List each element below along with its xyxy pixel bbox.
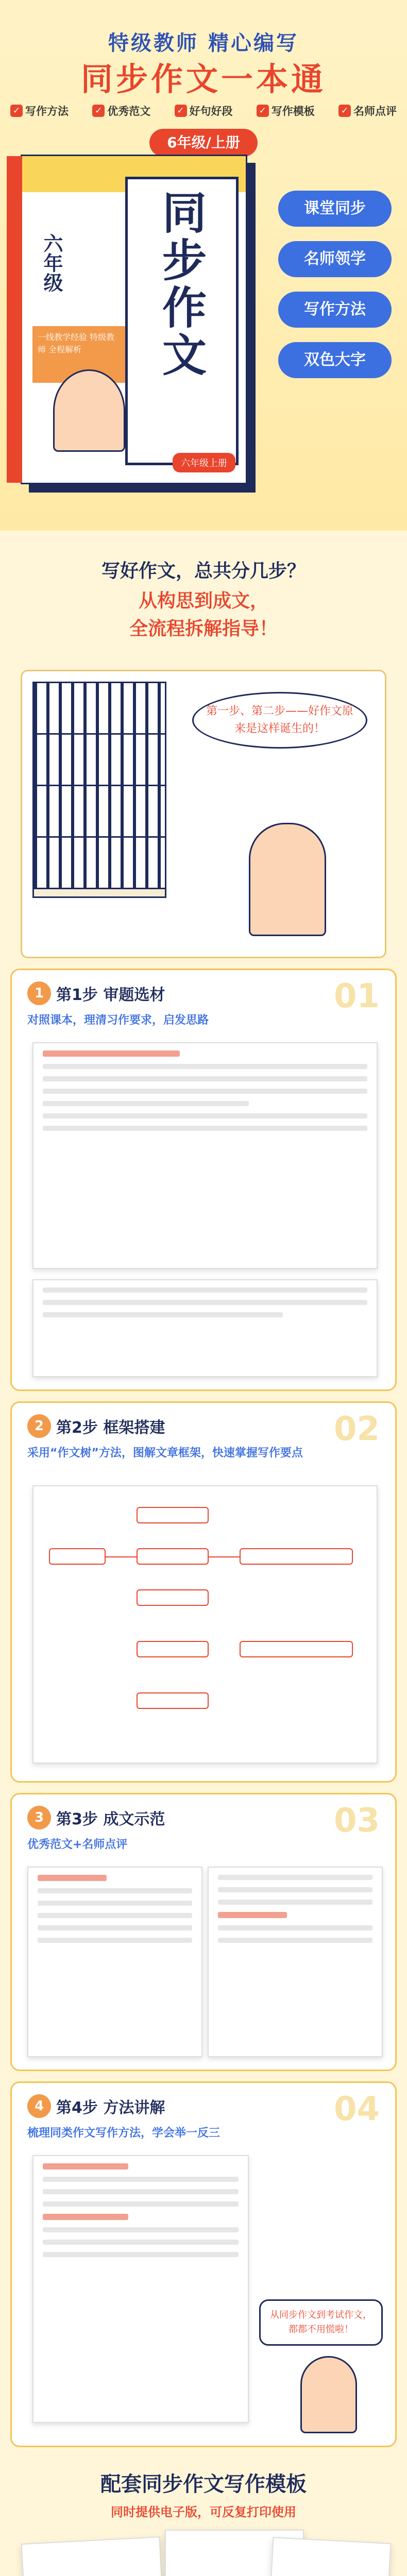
step-number-icon: 1 bbox=[27, 981, 51, 1005]
text-line bbox=[43, 2189, 239, 2194]
step-header bbox=[27, 2094, 165, 2118]
step-4-card bbox=[10, 2081, 397, 2447]
mindmap-node bbox=[240, 1641, 353, 1657]
mindmap-node bbox=[137, 1548, 209, 1565]
text-line bbox=[43, 2227, 239, 2232]
step-watermark-number: 01 bbox=[333, 977, 380, 1015]
step-title: 第2步 框架搭建 bbox=[56, 1419, 165, 1437]
step-watermark-number: 02 bbox=[333, 1410, 380, 1448]
tag-item: 课堂同步 bbox=[278, 191, 392, 227]
step-subtitle: 对照课本，理清习作要求，启发思路 bbox=[27, 1014, 209, 1027]
tag-item: 双色大字 bbox=[278, 342, 392, 378]
feature-label: 写作方法 bbox=[25, 105, 69, 117]
text-line bbox=[43, 1113, 367, 1118]
step-number-icon: 4 bbox=[27, 2094, 51, 2118]
kid-illustration bbox=[300, 2356, 357, 2433]
template-card bbox=[263, 2537, 392, 2576]
sample-essay-left bbox=[27, 1867, 202, 2057]
page-heading-line bbox=[43, 1050, 180, 1057]
shelf-row bbox=[34, 683, 165, 735]
feature-row bbox=[10, 103, 397, 118]
grade-pill: 6年级/上册 bbox=[149, 129, 258, 157]
intro-question: 写好作文，总共分几步？ bbox=[101, 561, 306, 582]
check-icon: ✓ bbox=[175, 105, 187, 117]
book-grade-tag: 六年级上册 bbox=[173, 453, 235, 472]
page-heading-line bbox=[218, 1912, 287, 1918]
book-illustration bbox=[53, 369, 125, 452]
text-line bbox=[43, 2201, 239, 2207]
template-section bbox=[0, 2458, 407, 2576]
intro-answer bbox=[0, 587, 407, 643]
mindmap-node bbox=[137, 1507, 209, 1523]
hero-top-title: 特级教师 精心编写 bbox=[108, 31, 299, 55]
book-title: 同步作文 bbox=[155, 190, 206, 379]
text-line bbox=[43, 1064, 367, 1069]
text-line bbox=[38, 1901, 192, 1906]
tag-item: 名师领学 bbox=[278, 241, 392, 277]
book-desc: 一线教学经验 特级教师 全程解析 bbox=[32, 326, 125, 383]
text-line bbox=[43, 1089, 367, 1094]
step-header bbox=[27, 1806, 165, 1829]
intro-section bbox=[0, 531, 407, 974]
bookshelf-illustration bbox=[32, 682, 166, 898]
speech-bubble: 第一步、第二步——好作文原来是这样诞生的！ bbox=[192, 692, 367, 749]
feature-label: 名师点评 bbox=[353, 105, 397, 117]
page-heading-line bbox=[43, 2214, 128, 2220]
check-icon: ✓ bbox=[257, 105, 269, 117]
text-line bbox=[43, 1300, 367, 1305]
text-line bbox=[38, 1925, 192, 1930]
template-title: 配套同步作文写作模板 bbox=[100, 2472, 307, 2496]
feature-item bbox=[92, 103, 150, 118]
shelf-row bbox=[34, 786, 165, 838]
text-line bbox=[218, 1887, 372, 1892]
step-title: 第4步 方法讲解 bbox=[56, 2099, 165, 2117]
step-subtitle: 优秀范文+名师点评 bbox=[27, 1838, 128, 1851]
intro-answer-line1: 从构思到成文， bbox=[138, 590, 268, 612]
text-line bbox=[43, 2252, 239, 2257]
text-line bbox=[43, 2240, 239, 2245]
mindmap-node bbox=[240, 1548, 353, 1565]
step-subtitle: 梳理同类作文写作方法，学会举一反三 bbox=[27, 2127, 221, 2140]
feature-label: 优秀范文 bbox=[107, 105, 151, 117]
check-icon: ✓ bbox=[10, 105, 23, 117]
mindmap-node bbox=[137, 1692, 209, 1709]
mindmap-node bbox=[49, 1548, 106, 1565]
text-line bbox=[38, 1888, 192, 1893]
mindmap-line bbox=[209, 1556, 240, 1557]
book-cover bbox=[21, 155, 247, 484]
intro-answer-line2: 全流程拆解指导！ bbox=[129, 618, 278, 639]
text-line bbox=[43, 1076, 367, 1081]
hero-main-title: 同步作文一本通 bbox=[80, 60, 326, 98]
mindmap-line bbox=[106, 1556, 137, 1557]
text-line bbox=[218, 1875, 372, 1880]
feature-label: 写作模板 bbox=[271, 105, 315, 117]
step-header bbox=[27, 1414, 165, 1438]
text-line bbox=[218, 1900, 372, 1905]
mindmap-page bbox=[32, 1485, 378, 1764]
sample-essay-right bbox=[208, 1867, 383, 2057]
text-line bbox=[43, 2177, 239, 2182]
mindmap-node bbox=[137, 1641, 209, 1657]
step-header bbox=[27, 981, 165, 1005]
step-2-card bbox=[10, 1401, 397, 1783]
step-3-card bbox=[10, 1793, 397, 2071]
book-spine bbox=[7, 156, 22, 483]
sample-page bbox=[32, 1042, 378, 1269]
check-icon: ✓ bbox=[92, 105, 105, 117]
feature-label: 好句好段 bbox=[189, 105, 233, 117]
text-line bbox=[218, 1925, 372, 1930]
shelf-row bbox=[34, 735, 165, 786]
speech-bubble: 从同步作文到考试作文，都都不用慌啦！ bbox=[259, 2299, 383, 2346]
feature-item bbox=[175, 103, 233, 118]
page-heading-line bbox=[43, 2163, 128, 2170]
step-number-icon: 2 bbox=[27, 1414, 51, 1438]
text-line bbox=[43, 1287, 367, 1293]
book-title-frame bbox=[125, 177, 239, 465]
step-title: 第1步 审题选材 bbox=[56, 986, 165, 1004]
intro-illustration bbox=[21, 670, 386, 958]
text-line bbox=[43, 1312, 283, 1317]
check-icon: ✓ bbox=[338, 105, 351, 117]
template-subtitle: 同时提供电子版，可反复打印使用 bbox=[111, 2505, 296, 2519]
step-subtitle: 采用“作文树”方法，图解文章框架，快速掌握写作要点 bbox=[27, 1447, 303, 1460]
tag-list bbox=[278, 191, 392, 393]
feature-item bbox=[338, 103, 397, 118]
step-watermark-number: 04 bbox=[333, 2090, 380, 2128]
text-line bbox=[38, 1913, 192, 1918]
step-title: 第3步 成文示范 bbox=[56, 1810, 165, 1828]
writer-figure bbox=[249, 823, 326, 936]
feature-item bbox=[257, 103, 315, 118]
tag-item: 写作方法 bbox=[278, 292, 392, 328]
text-line bbox=[38, 1938, 192, 1943]
step-watermark-number: 03 bbox=[333, 1802, 380, 1840]
shelf-row bbox=[34, 838, 165, 889]
text-line bbox=[43, 1101, 249, 1106]
page-heading-line bbox=[38, 1875, 107, 1881]
hero-section bbox=[0, 0, 407, 531]
mindmap-node bbox=[137, 1589, 209, 1606]
step-number-icon: 3 bbox=[27, 1806, 51, 1829]
template-card bbox=[21, 2536, 169, 2576]
method-page bbox=[32, 2155, 249, 2423]
sample-page-lower bbox=[32, 1279, 378, 1377]
book-side-title: 六年级 bbox=[40, 233, 63, 292]
text-line bbox=[218, 1938, 372, 1943]
step-1-card bbox=[10, 969, 397, 1391]
text-line bbox=[43, 1126, 367, 1131]
feature-item bbox=[10, 103, 69, 118]
